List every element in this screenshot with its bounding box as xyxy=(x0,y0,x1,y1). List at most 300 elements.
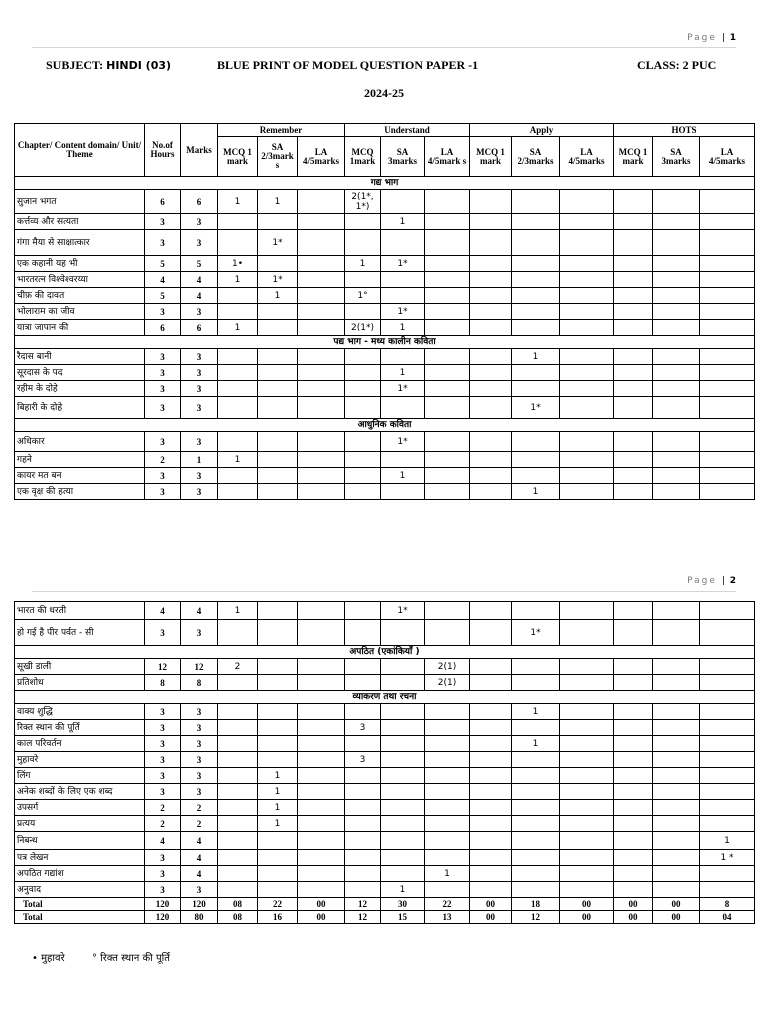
table-row xyxy=(15,800,755,816)
data-cell xyxy=(700,736,755,752)
data-cell xyxy=(700,704,755,720)
data-cell: 22 xyxy=(425,898,470,911)
data-cell xyxy=(425,365,470,381)
chapter-name: सूखी डाली xyxy=(15,659,145,675)
data-cell xyxy=(470,214,512,230)
data-cell xyxy=(218,720,258,736)
data-cell xyxy=(425,468,470,484)
data-cell xyxy=(470,452,512,468)
chapter-name: एक कहानी यह भी xyxy=(15,256,145,272)
data-cell xyxy=(512,752,560,768)
data-cell xyxy=(700,320,755,336)
data-cell xyxy=(381,800,425,816)
data-cell xyxy=(425,784,470,800)
data-cell xyxy=(560,381,614,397)
data-cell xyxy=(218,704,258,720)
data-cell xyxy=(700,230,755,256)
hours-cell: 3 xyxy=(145,704,181,720)
table-row xyxy=(15,850,755,866)
table-row xyxy=(15,675,755,691)
data-cell xyxy=(298,752,345,768)
data-cell xyxy=(653,349,700,365)
data-cell: 00 xyxy=(560,898,614,911)
table-row xyxy=(15,230,755,256)
data-cell xyxy=(560,620,614,646)
data-cell xyxy=(653,214,700,230)
data-cell xyxy=(345,381,381,397)
data-cell: 30 xyxy=(381,898,425,911)
table-row xyxy=(15,659,755,675)
data-cell xyxy=(381,704,425,720)
data-cell xyxy=(614,230,653,256)
data-cell xyxy=(560,272,614,288)
data-cell: 00 xyxy=(614,911,653,924)
data-cell xyxy=(512,381,560,397)
table-row xyxy=(15,768,755,784)
data-cell xyxy=(345,349,381,365)
chapter-name: कायर मत बन xyxy=(15,468,145,484)
data-cell xyxy=(560,230,614,256)
data-cell xyxy=(345,866,381,882)
data-cell: 00 xyxy=(470,911,512,924)
data-cell: 2(1) xyxy=(425,659,470,675)
chapter-name: गहने xyxy=(15,452,145,468)
data-cell xyxy=(425,752,470,768)
data-cell xyxy=(512,256,560,272)
hours-cell: 3 xyxy=(145,432,181,452)
marks-cell: 2 xyxy=(181,800,218,816)
marks-cell: 6 xyxy=(181,190,218,214)
data-cell xyxy=(653,190,700,214)
data-cell xyxy=(298,381,345,397)
data-cell xyxy=(381,659,425,675)
data-cell xyxy=(298,230,345,256)
subheader-cell: MCQ 1 mark xyxy=(614,137,653,177)
data-cell xyxy=(218,752,258,768)
section-heading: पद्य भाग - मध्य कालीन कविता xyxy=(15,336,755,349)
data-cell xyxy=(560,704,614,720)
header-apply: Apply xyxy=(470,124,614,137)
table-row xyxy=(15,602,755,620)
data-cell xyxy=(298,736,345,752)
data-cell: 1 xyxy=(218,602,258,620)
data-cell xyxy=(298,397,345,419)
data-cell xyxy=(298,304,345,320)
data-cell xyxy=(700,800,755,816)
data-cell xyxy=(470,304,512,320)
data-cell xyxy=(345,304,381,320)
data-cell xyxy=(653,784,700,800)
data-cell xyxy=(560,397,614,419)
data-cell xyxy=(560,832,614,850)
data-cell xyxy=(560,452,614,468)
data-cell xyxy=(560,484,614,500)
data-cell xyxy=(560,432,614,452)
marks-cell: 3 xyxy=(181,304,218,320)
marks-cell: 3 xyxy=(181,784,218,800)
data-cell xyxy=(425,320,470,336)
data-cell: 1 xyxy=(218,452,258,468)
data-cell xyxy=(298,768,345,784)
data-cell xyxy=(298,288,345,304)
data-cell xyxy=(512,850,560,866)
data-cell: 1 xyxy=(258,816,298,832)
data-cell: 1* xyxy=(381,256,425,272)
hours-cell: 3 xyxy=(145,484,181,500)
data-cell xyxy=(614,349,653,365)
data-cell xyxy=(258,381,298,397)
data-cell xyxy=(700,720,755,736)
data-cell xyxy=(470,752,512,768)
data-cell xyxy=(560,720,614,736)
data-cell xyxy=(470,397,512,419)
table-row xyxy=(15,190,755,214)
blueprint-table-page-2 xyxy=(14,601,755,924)
data-cell: 12 xyxy=(345,911,381,924)
data-cell: 1 xyxy=(512,484,560,500)
data-cell xyxy=(425,720,470,736)
data-cell xyxy=(512,452,560,468)
data-cell xyxy=(614,397,653,419)
data-cell xyxy=(425,704,470,720)
data-cell xyxy=(700,768,755,784)
data-cell xyxy=(653,675,700,691)
data-cell: 2(1*) xyxy=(345,320,381,336)
data-cell xyxy=(512,784,560,800)
data-cell xyxy=(470,720,512,736)
data-cell xyxy=(560,304,614,320)
data-cell xyxy=(653,704,700,720)
table-row xyxy=(15,272,755,288)
data-cell xyxy=(258,850,298,866)
marks-cell: 6 xyxy=(181,320,218,336)
data-cell xyxy=(425,214,470,230)
marks-cell: 3 xyxy=(181,365,218,381)
data-cell xyxy=(381,768,425,784)
document-title: BLUE PRINT OF MODEL QUESTION PAPER -1 xyxy=(217,58,479,72)
table-row xyxy=(15,365,755,381)
data-cell xyxy=(345,850,381,866)
data-cell: 1* xyxy=(512,620,560,646)
data-cell xyxy=(700,784,755,800)
subheader-cell: SA 2/3marks xyxy=(512,137,560,177)
data-cell xyxy=(381,397,425,419)
data-cell xyxy=(700,381,755,397)
data-cell xyxy=(298,320,345,336)
data-cell xyxy=(614,288,653,304)
section-heading: व्याकरण तथा रचना xyxy=(15,691,755,704)
data-cell xyxy=(218,288,258,304)
data-cell xyxy=(258,752,298,768)
data-cell xyxy=(470,484,512,500)
data-cell xyxy=(512,468,560,484)
data-cell xyxy=(512,190,560,214)
data-cell xyxy=(700,752,755,768)
data-cell xyxy=(345,675,381,691)
data-cell xyxy=(381,272,425,288)
data-cell xyxy=(512,230,560,256)
data-cell xyxy=(218,784,258,800)
data-cell: 08 xyxy=(218,898,258,911)
data-cell xyxy=(653,468,700,484)
hours-cell: 3 xyxy=(145,349,181,365)
data-cell xyxy=(298,432,345,452)
data-cell xyxy=(512,800,560,816)
data-cell: 04 xyxy=(700,911,755,924)
data-cell: 1 xyxy=(381,365,425,381)
data-cell xyxy=(258,304,298,320)
data-cell xyxy=(614,882,653,898)
data-cell xyxy=(512,832,560,850)
data-cell: 22 xyxy=(258,898,298,911)
class-label: CLASS: 2 PUC xyxy=(637,58,717,72)
hours-cell: 3 xyxy=(145,882,181,898)
table-row xyxy=(15,381,755,397)
data-cell xyxy=(425,602,470,620)
chapter-name: अपठित गद्यांश xyxy=(15,866,145,882)
data-cell xyxy=(512,272,560,288)
data-cell xyxy=(298,349,345,365)
data-cell xyxy=(560,365,614,381)
data-cell xyxy=(653,484,700,500)
data-cell xyxy=(653,850,700,866)
table-row xyxy=(15,752,755,768)
data-cell xyxy=(218,468,258,484)
data-cell xyxy=(653,320,700,336)
data-cell xyxy=(614,602,653,620)
hours-cell: 4 xyxy=(145,602,181,620)
data-cell xyxy=(560,675,614,691)
data-cell xyxy=(345,768,381,784)
section-heading: अपठित (एकांकियाँ ) xyxy=(15,646,755,659)
data-cell xyxy=(653,620,700,646)
data-cell xyxy=(298,602,345,620)
chapter-name: चीफ़ की दावत xyxy=(15,288,145,304)
data-cell xyxy=(653,659,700,675)
marks-cell: 3 xyxy=(181,230,218,256)
data-cell xyxy=(381,484,425,500)
data-cell: 1 xyxy=(258,190,298,214)
data-cell: 1 xyxy=(700,832,755,850)
data-cell xyxy=(470,230,512,256)
subheader-cell: SA 2/3mark s xyxy=(258,137,298,177)
marks-cell: 5 xyxy=(181,256,218,272)
table-row xyxy=(15,816,755,832)
header-remember: Remember xyxy=(218,124,345,137)
header-hots: HOTS xyxy=(614,124,755,137)
chapter-name: सुजान भगत xyxy=(15,190,145,214)
data-cell xyxy=(470,736,512,752)
data-cell xyxy=(700,432,755,452)
marks-cell: 3 xyxy=(181,397,218,419)
data-cell xyxy=(560,190,614,214)
data-cell xyxy=(614,381,653,397)
subheader-cell: MCQ 1mark xyxy=(345,137,381,177)
data-cell xyxy=(381,288,425,304)
data-cell xyxy=(512,304,560,320)
chapter-name: उपसर्ग xyxy=(15,800,145,816)
data-cell xyxy=(345,397,381,419)
hours-cell: 12 xyxy=(145,659,181,675)
data-cell xyxy=(614,272,653,288)
data-cell: 1* xyxy=(381,432,425,452)
data-cell xyxy=(381,620,425,646)
data-cell xyxy=(470,349,512,365)
data-cell xyxy=(218,349,258,365)
data-cell xyxy=(614,866,653,882)
data-cell xyxy=(560,320,614,336)
data-cell: 1 xyxy=(218,190,258,214)
data-cell xyxy=(614,659,653,675)
data-cell: 1 xyxy=(258,768,298,784)
marks-cell: 4 xyxy=(181,866,218,882)
marks-cell: 3 xyxy=(181,484,218,500)
data-cell xyxy=(512,602,560,620)
data-cell xyxy=(258,365,298,381)
data-cell xyxy=(381,720,425,736)
data-cell xyxy=(653,720,700,736)
data-cell xyxy=(425,397,470,419)
data-cell: 00 xyxy=(653,898,700,911)
data-cell xyxy=(381,832,425,850)
data-cell xyxy=(653,397,700,419)
data-cell xyxy=(298,800,345,816)
legend-item-rikt-sthan: ° रिक्त स्थान की पूर्ति xyxy=(92,953,170,964)
data-cell xyxy=(381,866,425,882)
data-cell xyxy=(614,816,653,832)
hours-cell: 2 xyxy=(145,816,181,832)
data-cell xyxy=(381,452,425,468)
data-cell xyxy=(218,882,258,898)
table-row xyxy=(15,214,755,230)
data-cell xyxy=(345,452,381,468)
page-number-value: 1 xyxy=(729,33,736,43)
table-row xyxy=(15,288,755,304)
data-cell xyxy=(470,768,512,784)
data-cell xyxy=(470,659,512,675)
data-cell xyxy=(560,288,614,304)
data-cell xyxy=(512,866,560,882)
header-marks: Marks xyxy=(181,124,218,177)
data-cell xyxy=(425,349,470,365)
data-cell xyxy=(470,866,512,882)
data-cell xyxy=(258,602,298,620)
data-cell xyxy=(345,800,381,816)
data-cell xyxy=(512,365,560,381)
data-cell xyxy=(700,620,755,646)
data-cell xyxy=(298,675,345,691)
hours-cell: 6 xyxy=(145,320,181,336)
data-cell xyxy=(298,484,345,500)
table-row xyxy=(15,349,755,365)
data-cell xyxy=(298,659,345,675)
data-cell xyxy=(425,768,470,784)
data-cell xyxy=(614,832,653,850)
data-cell xyxy=(700,484,755,500)
marks-cell: 4 xyxy=(181,832,218,850)
chapter-name: सूरदास के पद xyxy=(15,365,145,381)
data-cell xyxy=(258,397,298,419)
data-cell xyxy=(218,850,258,866)
table-row xyxy=(15,256,755,272)
data-cell xyxy=(381,349,425,365)
data-cell: 00 xyxy=(470,898,512,911)
data-cell: 1 xyxy=(512,349,560,365)
data-cell xyxy=(470,602,512,620)
hours-cell: 3 xyxy=(145,381,181,397)
data-cell xyxy=(470,800,512,816)
hours-cell: 3 xyxy=(145,784,181,800)
hours-cell: 3 xyxy=(145,720,181,736)
data-cell xyxy=(258,620,298,646)
marks-cell: 3 xyxy=(181,752,218,768)
blueprint-table-page-1 xyxy=(14,123,755,500)
data-cell: 00 xyxy=(298,911,345,924)
header-chapter: Chapter/ Content domain/ Unit/ Theme xyxy=(15,124,145,177)
table-row xyxy=(15,832,755,850)
data-cell xyxy=(700,256,755,272)
data-cell xyxy=(258,704,298,720)
hours-cell: 4 xyxy=(145,832,181,850)
data-cell xyxy=(258,832,298,850)
data-cell xyxy=(425,304,470,320)
data-cell xyxy=(653,256,700,272)
data-cell: 08 xyxy=(218,911,258,924)
data-cell xyxy=(470,620,512,646)
data-cell xyxy=(560,349,614,365)
chapter-name: रैदास बानी xyxy=(15,349,145,365)
page-divider xyxy=(32,47,736,48)
hours-cell: 6 xyxy=(145,190,181,214)
chapter-name: अनुवाद xyxy=(15,882,145,898)
data-cell: 00 xyxy=(614,898,653,911)
chapter-name: पत्र लेखन xyxy=(15,850,145,866)
data-cell xyxy=(512,432,560,452)
data-cell xyxy=(425,190,470,214)
data-cell xyxy=(298,850,345,866)
data-cell xyxy=(653,452,700,468)
data-cell xyxy=(560,850,614,866)
data-cell xyxy=(345,365,381,381)
data-cell xyxy=(614,432,653,452)
hours-cell: 3 xyxy=(145,768,181,784)
data-cell xyxy=(614,304,653,320)
subheader-cell: MCQ 1 mark xyxy=(218,137,258,177)
hours-cell: 4 xyxy=(145,272,181,288)
data-cell xyxy=(560,784,614,800)
data-cell: 00 xyxy=(653,911,700,924)
table-row xyxy=(15,784,755,800)
hours-cell: 3 xyxy=(145,850,181,866)
hours-cell: 3 xyxy=(145,304,181,320)
chapter-name: हो गई है पीर पर्वत - सी xyxy=(15,620,145,646)
chapter-name: गंगा मैया से साक्षात्कार xyxy=(15,230,145,256)
chapter-name: काल परिवर्तन xyxy=(15,736,145,752)
data-cell: 12 xyxy=(512,911,560,924)
data-cell xyxy=(345,882,381,898)
data-cell xyxy=(560,736,614,752)
data-cell xyxy=(700,452,755,468)
chapter-name: रहीम के दोहे xyxy=(15,381,145,397)
chapter-name: रिक्त स्थान की पूर्ति xyxy=(15,720,145,736)
data-cell: 2 xyxy=(218,659,258,675)
data-cell xyxy=(470,320,512,336)
chapter-name: अधिकार xyxy=(15,432,145,452)
table-row xyxy=(15,882,755,898)
data-cell xyxy=(425,256,470,272)
data-cell xyxy=(700,602,755,620)
data-cell xyxy=(425,816,470,832)
